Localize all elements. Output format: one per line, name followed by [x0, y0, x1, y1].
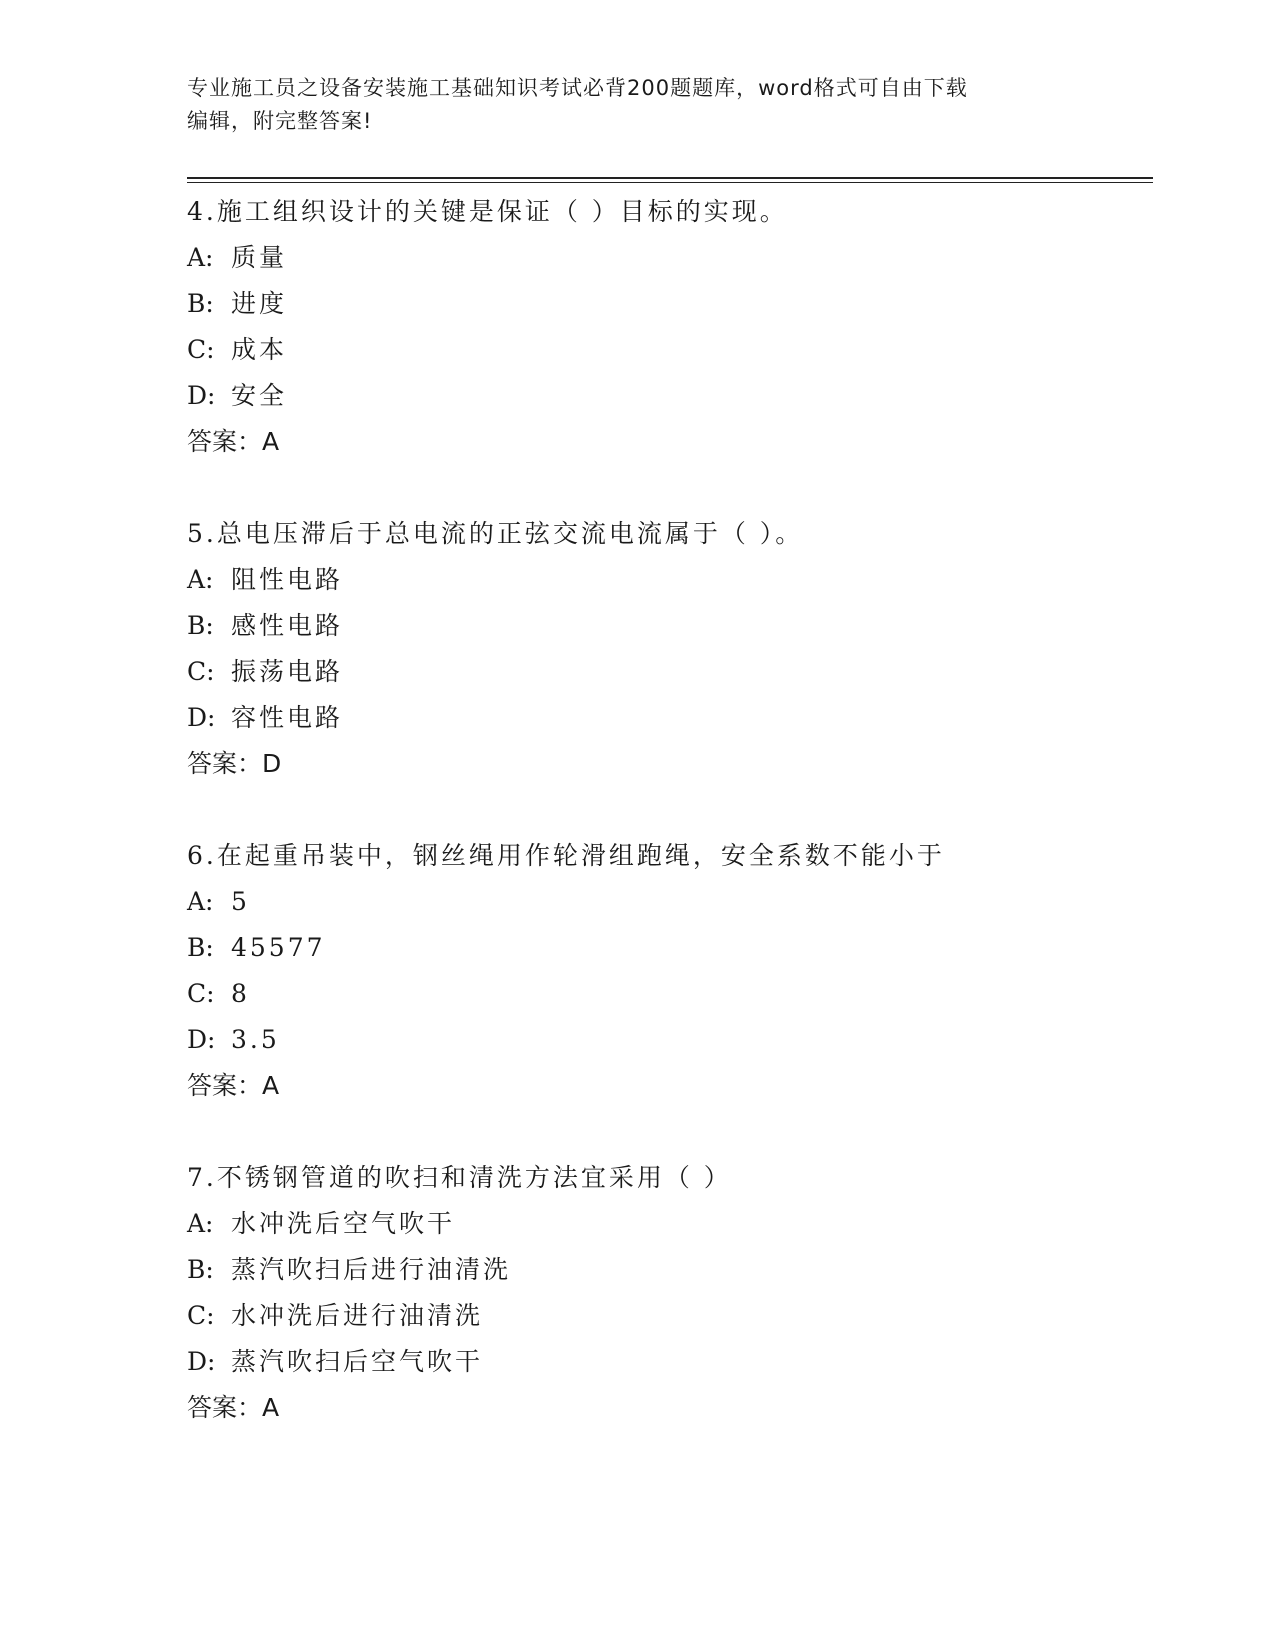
- option-text: 成本: [231, 335, 288, 364]
- option-label: A:: [187, 243, 214, 272]
- option-label: B:: [187, 1255, 214, 1284]
- option-d: [187, 1339, 1153, 1385]
- question-4: [187, 189, 1153, 465]
- option-b: [187, 603, 1153, 649]
- option-text: 水冲洗后空气吹干: [231, 1209, 456, 1238]
- option-text: 感性电路: [231, 611, 344, 640]
- question-list: [187, 189, 1153, 1477]
- option-text: 3.5: [231, 1025, 280, 1054]
- option-text: 阻性电路: [231, 565, 344, 594]
- option-text: 安全: [231, 381, 288, 410]
- question-stem: 4.施工组织设计的关键是保证（ ）目标的实现。: [187, 197, 788, 226]
- answer-line: 答案：A: [187, 1071, 280, 1100]
- option-text: 蒸汽吹扫后空气吹干: [231, 1347, 484, 1376]
- option-label: B:: [187, 289, 214, 318]
- option-text: 5: [231, 887, 250, 916]
- option-label: D:: [187, 703, 216, 732]
- option-a: [187, 879, 1153, 925]
- option-d: [187, 1017, 1153, 1063]
- option-b: [187, 1247, 1153, 1293]
- option-b: [187, 281, 1153, 327]
- option-label: C:: [187, 979, 215, 1008]
- header-title-line-1: 专业施工员之设备安装施工基础知识考试必背200题题库，word格式可自由下载: [187, 76, 968, 100]
- option-text: 45577: [231, 933, 326, 962]
- header-title-line-2: 编辑，附完整答案!: [187, 109, 373, 133]
- answer-line: 答案：A: [187, 1393, 280, 1422]
- option-label: C:: [187, 657, 215, 686]
- option-text: 8: [231, 979, 250, 1008]
- option-label: C:: [187, 1301, 215, 1330]
- option-a: [187, 557, 1153, 603]
- question-stem: 7.不锈钢管道的吹扫和清洗方法宜采用（ ）: [187, 1163, 732, 1192]
- option-label: B:: [187, 611, 214, 640]
- option-label: D:: [187, 1347, 216, 1376]
- answer-line: 答案：A: [187, 427, 280, 456]
- document-header: [187, 72, 1067, 138]
- option-c: [187, 1293, 1153, 1339]
- option-a: [187, 235, 1153, 281]
- option-label: B:: [187, 933, 214, 962]
- option-d: [187, 695, 1153, 741]
- option-text: 容性电路: [231, 703, 344, 732]
- option-text: 振荡电路: [231, 657, 344, 686]
- option-text: 质量: [231, 243, 288, 272]
- header-divider-thick: [187, 177, 1153, 179]
- option-c: [187, 327, 1153, 373]
- option-text: 进度: [231, 289, 288, 318]
- option-label: D:: [187, 1025, 216, 1054]
- option-label: D:: [187, 381, 216, 410]
- option-c: [187, 971, 1153, 1017]
- option-a: [187, 1201, 1153, 1247]
- question-stem: 6.在起重吊装中，钢丝绳用作轮滑组跑绳，安全系数不能小于: [187, 841, 945, 870]
- header-divider-thin: [187, 182, 1153, 183]
- question-6: [187, 833, 1153, 1109]
- answer-line: 答案：D: [187, 749, 282, 778]
- option-text: 蒸汽吹扫后进行油清洗: [231, 1255, 512, 1284]
- option-b: [187, 925, 1153, 971]
- option-label: A:: [187, 1209, 214, 1238]
- option-label: C:: [187, 335, 215, 364]
- option-text: 水冲洗后进行油清洗: [231, 1301, 484, 1330]
- option-d: [187, 373, 1153, 419]
- question-7: [187, 1155, 1153, 1431]
- option-label: A:: [187, 565, 214, 594]
- option-label: A:: [187, 887, 214, 916]
- question-stem: 5.总电压滞后于总电流的正弦交流电流属于（ ）。: [187, 519, 804, 548]
- question-5: [187, 511, 1153, 787]
- option-c: [187, 649, 1153, 695]
